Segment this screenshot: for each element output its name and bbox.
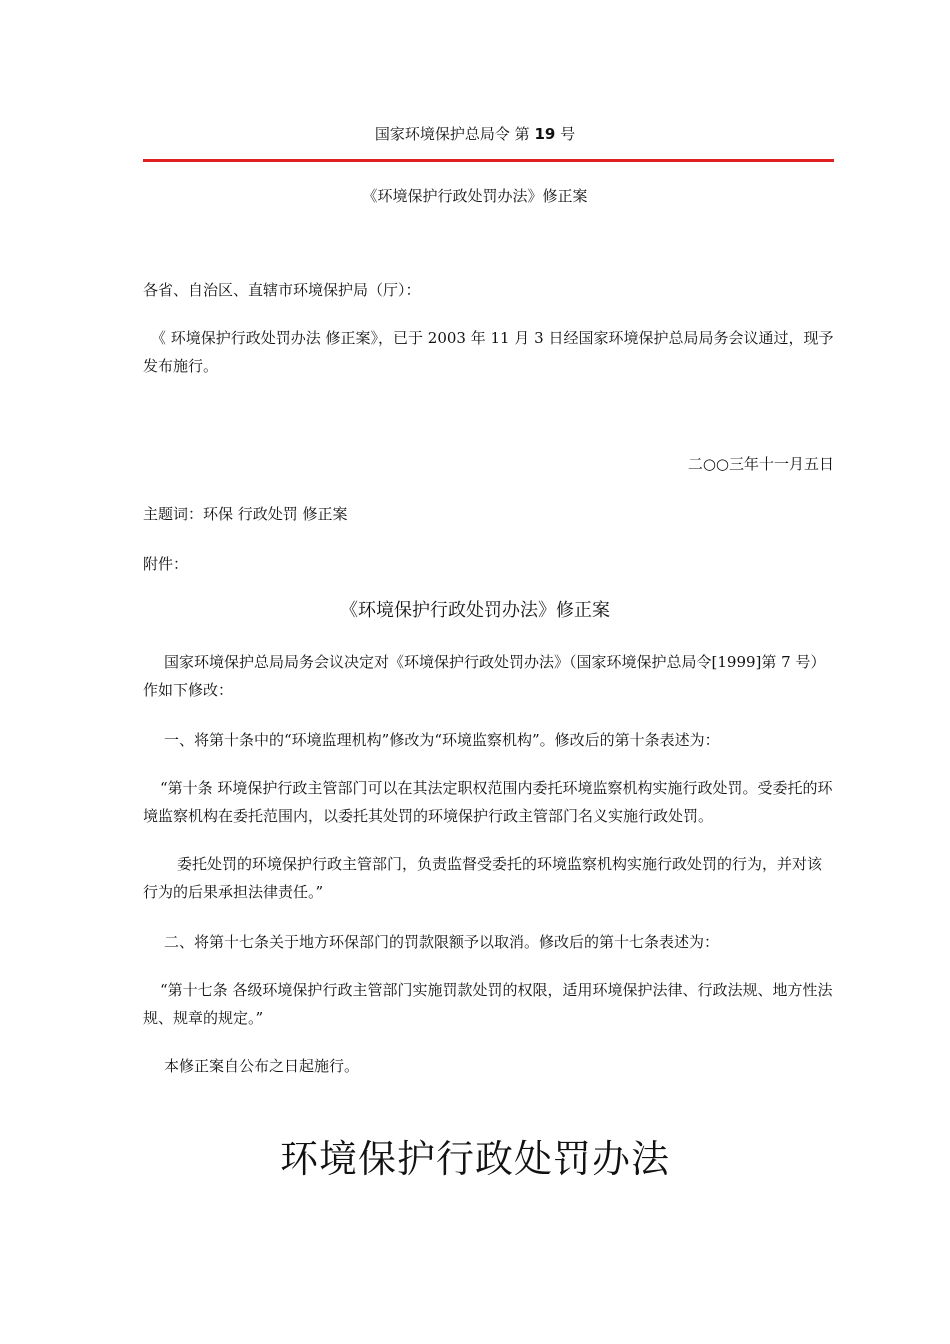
addressee: 各省、自治区、直辖市环境保护局（厅）： bbox=[143, 281, 421, 299]
notice-paragraph: 《 环境保护行政处罚办法 修正案》，已于 2003 年 11 月 3 日经国家环境保护总局局务会议通过，现予发布施行。 bbox=[143, 329, 834, 375]
keywords: 主题词：环保 行政处罚 修正案 bbox=[143, 505, 348, 523]
annex-intro: 国家环境保护总局局务会议决定对《环境保护行政处罚办法》（国家环境保护总局令[1999]第 7 号）作如下修改： bbox=[143, 653, 826, 699]
order-title bbox=[0, 123, 950, 144]
order-suffix: 号 bbox=[560, 125, 576, 143]
attachment-label: 附件： bbox=[143, 555, 189, 573]
red-divider bbox=[143, 159, 834, 162]
article-10-paragraph-1: “第十条 环境保护行政主管部门可以在其法定职权范围内委托环境监察机构实施行政处罚。受委托的环境监察机构在委托范围内，以委托其处罚的环境保护行政主管部门名义实施行政处罚。 bbox=[143, 779, 833, 825]
regulation-main-title: 环境保护行政处罚办法 bbox=[279, 1137, 670, 1181]
article-10-paragraph-2: 委托处罚的环境保护行政主管部门，负责监督受委托的环境监察机构实施行政处罚的行为，并对该行为的后果承担法律责任。” bbox=[143, 855, 823, 901]
order-prefix: 国家环境保护总局令 第 bbox=[374, 125, 530, 143]
annex-title: 《环境保护行政处罚办法》修正案 bbox=[340, 600, 610, 621]
article-17: “第十七条 各级环境保护行政主管部门实施罚款处罚的权限，适用环境保护法律、行政法规、地方性法规、规章的规定。” bbox=[143, 981, 833, 1027]
amendment-item-1: 一、将第十条中的“环境监理机构”修改为“环境监察机构”。修改后的第十条表述为： bbox=[164, 731, 720, 749]
order-number: 19 bbox=[534, 125, 556, 143]
document-subtitle: 《环境保护行政处罚办法》修正案 bbox=[362, 187, 588, 205]
amendment-item-2: 二、将第十七条关于地方环保部门的罚款限额予以取消。修改后的第十七条表述为： bbox=[164, 933, 720, 951]
effective-statement: 本修正案自公布之日起施行。 bbox=[164, 1057, 360, 1075]
issue-date: 二○○三年十一月五日 bbox=[687, 455, 834, 473]
